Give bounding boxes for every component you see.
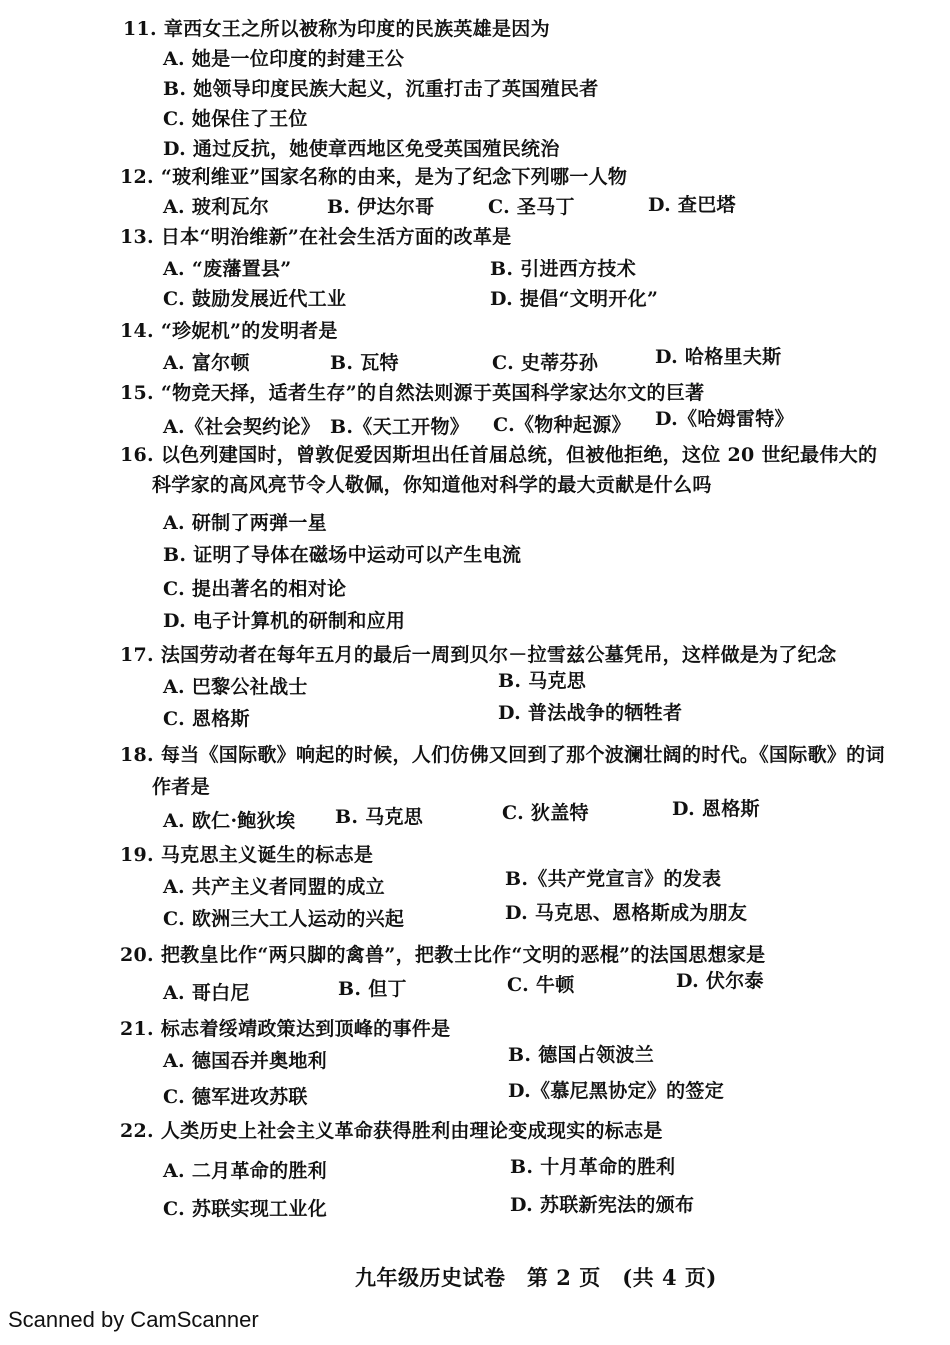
question-stem: 11. 章西女王之所以被称为印度的民族英雄是因为 <box>123 18 550 40</box>
option-c: C.《物种起源》 <box>493 414 631 436</box>
question-stem: 17. 法国劳动者在每年五月的最后一周到贝尔－拉雪兹公墓凭吊，这样做是为了纪念 <box>120 644 837 666</box>
option-b: B.《天工开物》 <box>330 416 470 438</box>
option-a: A. 德国吞并奥地利 <box>163 1050 327 1072</box>
question-stem-continued: 科学家的高风亮节令人敬佩，你知道他对科学的最大贡献是什么吗 <box>152 474 712 496</box>
question-stem: 13. 日本“明治维新”在社会生活方面的改革是 <box>120 226 512 248</box>
option-d: D. 通过反抗，她使章西地区免受英国殖民统治 <box>163 138 560 160</box>
question-stem: 15. “物竞天择，适者生存”的自然法则源于英国科学家达尔文的巨著 <box>120 382 705 404</box>
option-c: C. 史蒂芬孙 <box>492 352 599 374</box>
option-b: B. 伊达尔哥 <box>327 196 435 218</box>
option-c: C. 提出著名的相对论 <box>163 578 347 600</box>
option-d: D.《慕尼黑协定》的签定 <box>508 1080 725 1102</box>
option-a: A. “废藩置县” <box>163 258 292 280</box>
option-b: B. 她领导印度民族大起义，沉重打击了英国殖民者 <box>163 78 599 100</box>
option-d: D. 伏尔泰 <box>676 970 764 992</box>
option-a: A. 二月革命的胜利 <box>163 1160 327 1182</box>
option-d: D.《哈姆雷特》 <box>655 408 794 430</box>
option-c: C. 德军进攻苏联 <box>163 1086 308 1108</box>
option-b: B. 瓦特 <box>330 352 399 374</box>
option-d: D. 普法战争的牺牲者 <box>498 702 683 724</box>
option-b: B. 德国占领波兰 <box>508 1044 654 1066</box>
page-footer: 九年级历史试卷 第 2 页 (共 4 页) <box>355 1265 717 1290</box>
question-stem-continued: 作者是 <box>152 776 210 798</box>
option-c: C. 狄盖特 <box>502 802 589 824</box>
option-c: C. 圣马丁 <box>488 196 575 218</box>
scanner-watermark: Scanned by CamScanner <box>8 1307 259 1332</box>
option-b: B. 引进西方技术 <box>490 258 636 280</box>
option-c: C. 恩格斯 <box>163 708 250 730</box>
option-d: D. 查巴塔 <box>648 194 736 216</box>
option-b: B. 十月革命的胜利 <box>510 1156 676 1178</box>
question-stem: 20. 把教皇比作“两只脚的禽兽”，把教士比作“文明的恶棍”的法国思想家是 <box>120 944 766 966</box>
option-d: D. 哈格里夫斯 <box>655 346 782 368</box>
option-a: A. 她是一位印度的封建王公 <box>163 48 405 70</box>
option-a: A. 富尔顿 <box>163 352 250 374</box>
option-a: A. 哥白尼 <box>163 982 250 1004</box>
question-stem: 16. 以色列建国时，曾敦促爱因斯坦出任首届总统，但被他拒绝，这位 20 世纪最伟大的 <box>120 444 878 466</box>
option-c: C. 牛顿 <box>507 974 575 996</box>
option-b: B. 但丁 <box>338 978 407 1000</box>
option-d: D. 苏联新宪法的颁布 <box>510 1194 695 1216</box>
option-b: B. 马克思 <box>335 806 424 828</box>
option-d: D. 提倡“文明开化” <box>490 288 659 310</box>
question-stem: 19. 马克思主义诞生的标志是 <box>120 844 374 866</box>
question-stem: 14. “珍妮机”的发明者是 <box>120 320 338 342</box>
option-c: C. 她保住了王位 <box>163 108 308 130</box>
option-b: B. 证明了导体在磁场中运动可以产生电流 <box>163 544 522 566</box>
option-a: A. 巴黎公社战士 <box>163 676 308 698</box>
question-stem: 12. “玻利维亚”国家名称的由来，是为了纪念下列哪一人物 <box>120 166 628 188</box>
option-c: C. 欧洲三大工人运动的兴起 <box>163 908 405 930</box>
option-d: D. 马克思、恩格斯成为朋友 <box>505 902 748 924</box>
option-a: A. 玻利瓦尔 <box>163 196 270 218</box>
option-a: A. 研制了两弹一星 <box>163 512 327 534</box>
option-a: A. 共产主义者同盟的成立 <box>163 876 385 898</box>
option-c: C. 鼓励发展近代工业 <box>163 288 347 310</box>
option-d: D. 电子计算机的研制和应用 <box>163 610 406 632</box>
option-a: A.《社会契约论》 <box>163 416 321 438</box>
question-stem: 22. 人类历史上社会主义革命获得胜利由理论变成现实的标志是 <box>120 1120 663 1142</box>
option-a: A. 欧仁·鲍狄埃 <box>163 810 296 832</box>
option-b: B.《共产党宣言》的发表 <box>505 868 722 890</box>
question-stem: 21. 标志着绥靖政策达到顶峰的事件是 <box>120 1018 451 1040</box>
option-c: C. 苏联实现工业化 <box>163 1198 328 1220</box>
option-d: D. 恩格斯 <box>672 798 760 820</box>
option-b: B. 马克思 <box>498 670 587 692</box>
question-stem: 18. 每当《国际歌》响起的时候，人们仿佛又回到了那个波澜壮阔的时代。《国际歌》的词 <box>120 744 885 766</box>
